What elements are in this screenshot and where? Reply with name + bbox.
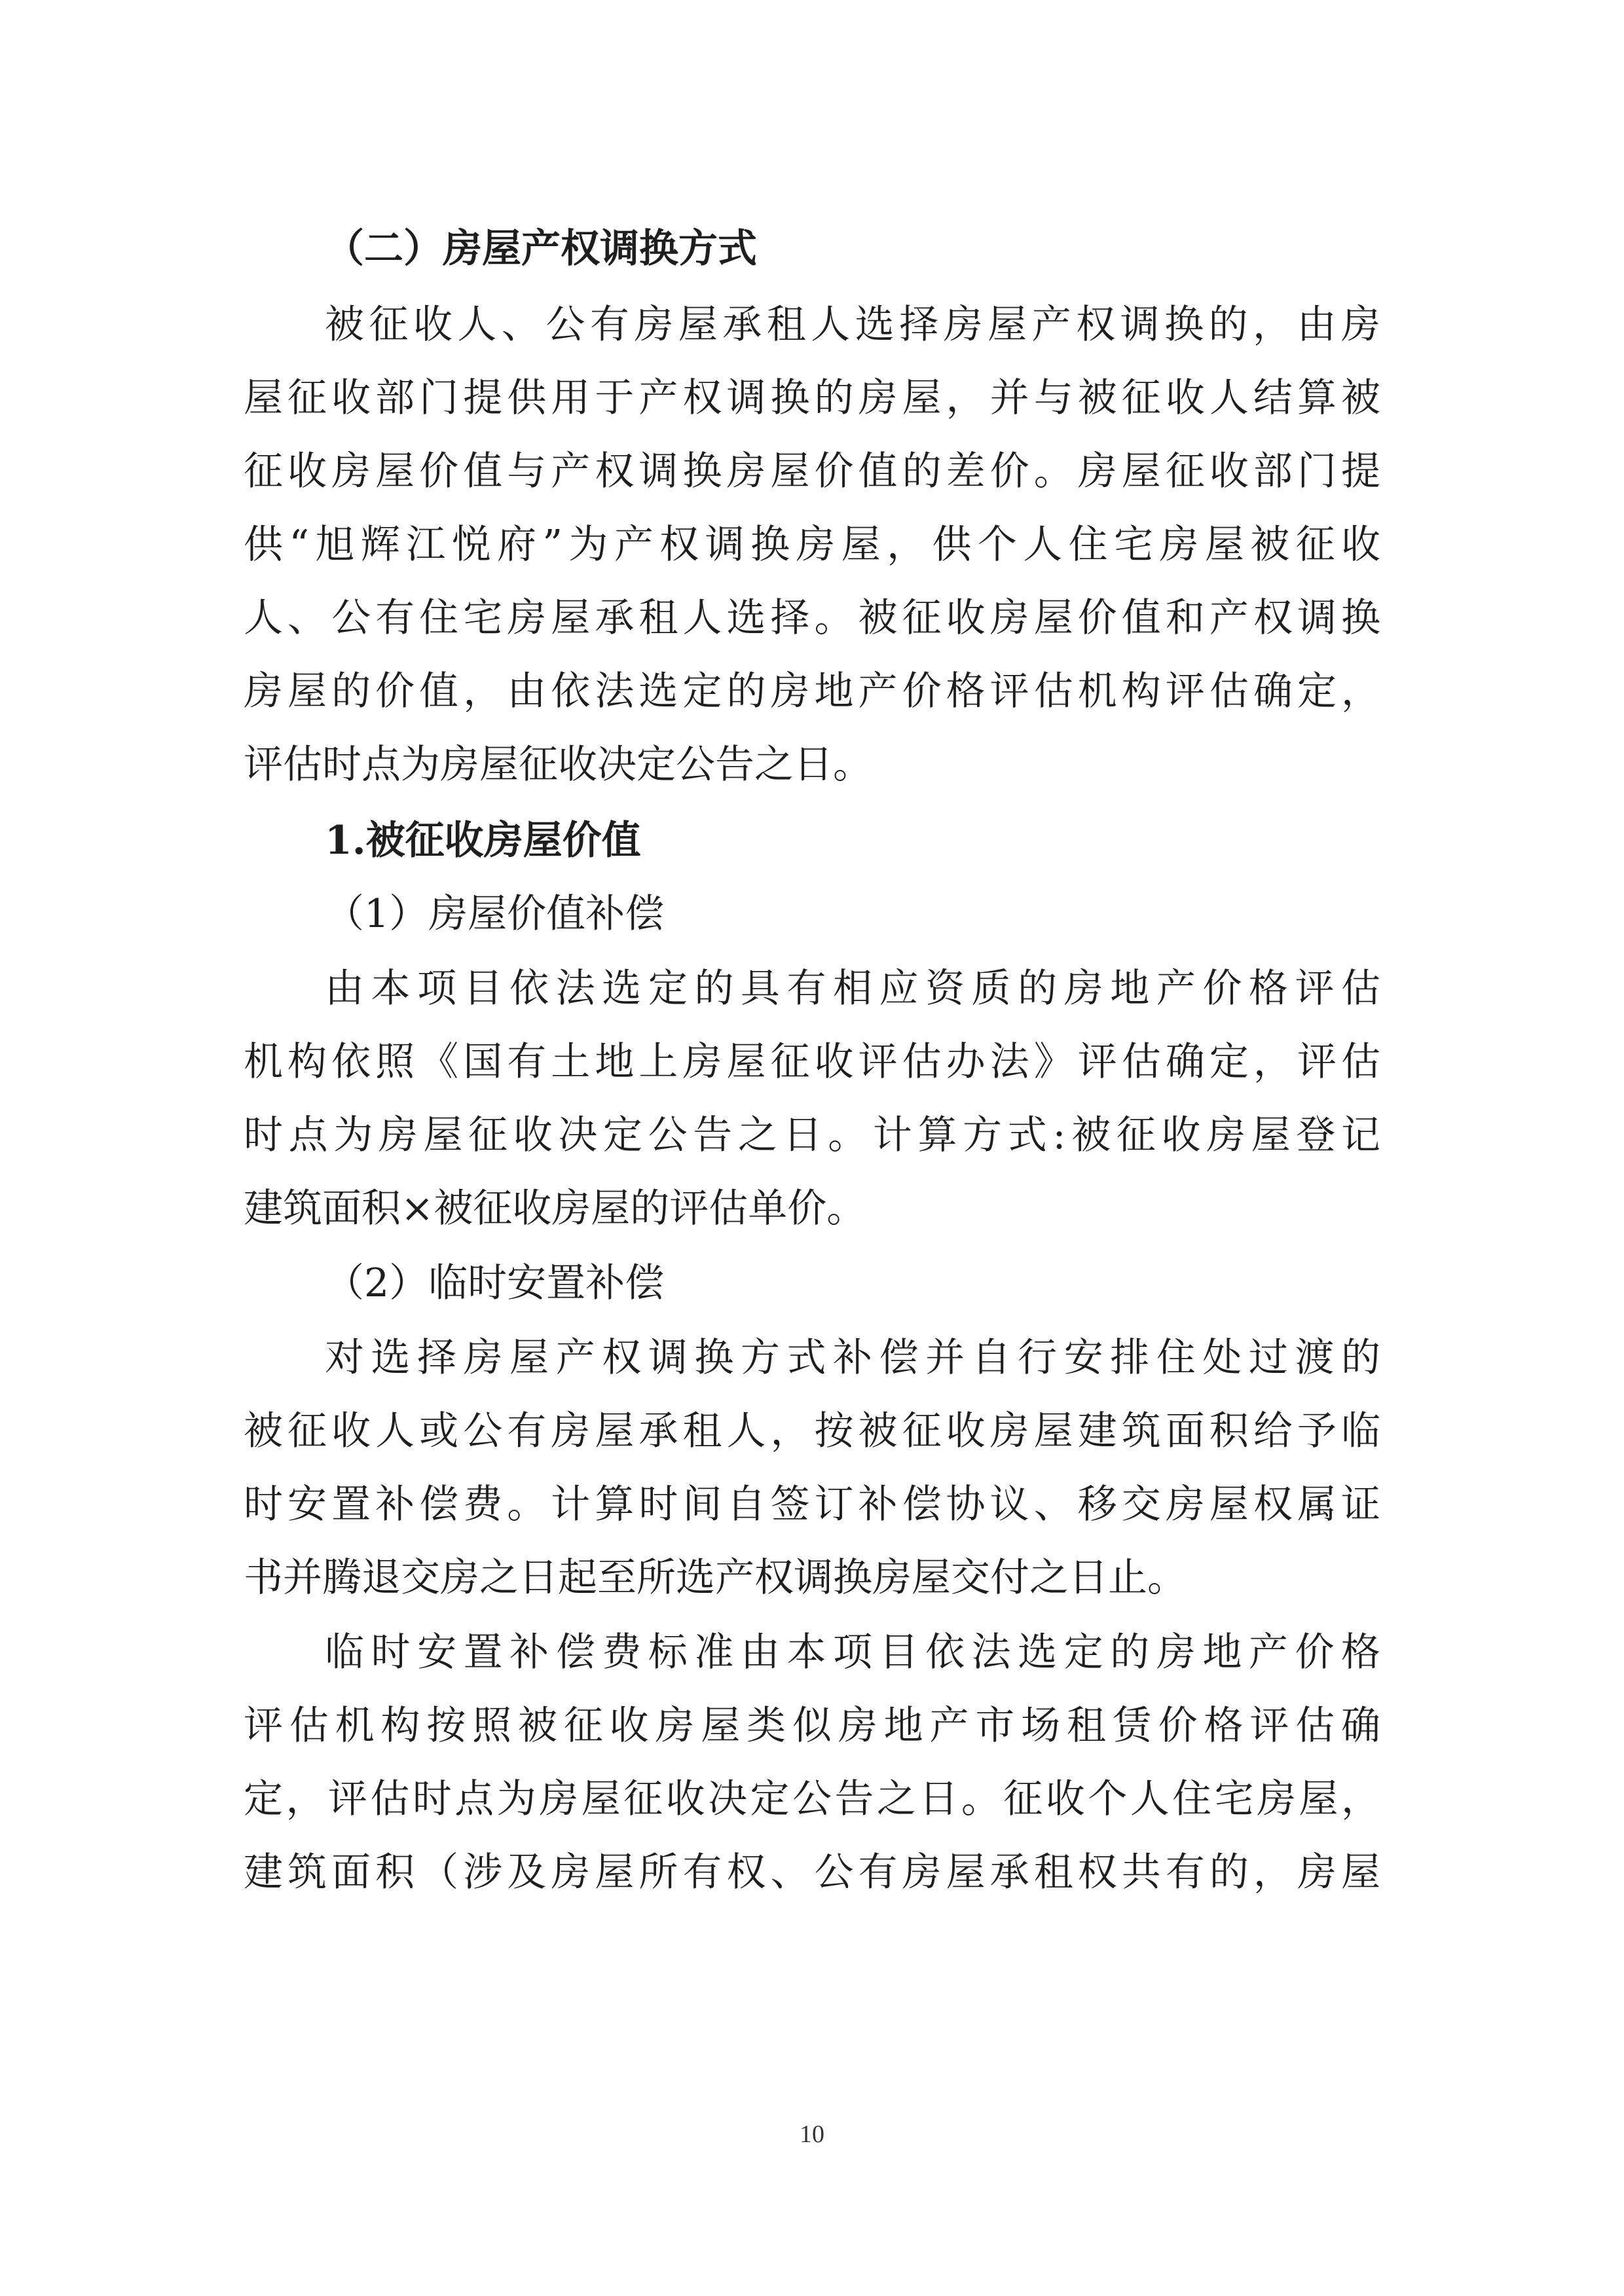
paragraph-line: 建筑面积×被征收房屋的评估单价。 xyxy=(244,1186,866,1231)
page-number: 10 xyxy=(800,2121,824,2148)
paragraph-line: 房屋的价值，由依法选定的房地产价格评估机构评估确定， xyxy=(244,668,1380,714)
paragraph-line: 供“旭辉江悦府”为产权调换房屋，供个人住宅房屋被征收 xyxy=(244,522,1380,568)
paragraph-line: 人、公有住宅房屋承租人选择。被征收房屋价值和产权调换 xyxy=(244,595,1380,641)
paragraph-line: 时点为房屋征收决定公告之日。计算方式:被征收房屋登记 xyxy=(244,1112,1380,1158)
paragraph-line: 建筑面积（涉及房屋所有权、公有房屋承租权共有的，房屋 xyxy=(244,1850,1380,1895)
paragraph-line: 被征收人、公有房屋承租人选择房屋产权调换的，由房 xyxy=(325,302,1380,348)
item-heading: （2）临时安置补偿 xyxy=(325,1260,665,1306)
paragraph-line: 定，评估时点为房屋征收决定公告之日。征收个人住宅房屋， xyxy=(244,1776,1380,1822)
subsection-heading: 1.被征收房屋价值 xyxy=(325,818,641,864)
paragraph-line: 评估机构按照被征收房屋类似房地产市场租赁价格评估确 xyxy=(244,1703,1380,1749)
paragraph-line: 对选择房屋产权调换方式补偿并自行安排住处过渡的 xyxy=(325,1335,1380,1381)
section-heading: （二）房屋产权调换方式 xyxy=(325,226,757,272)
paragraph-line: 评估时点为房屋征收决定公告之日。 xyxy=(244,742,872,788)
paragraph-line: 征收房屋价值与产权调换房屋价值的差价。房屋征收部门提 xyxy=(244,448,1380,494)
paragraph-line: 书并腾退交房之日起至所选产权调换房屋交付之日止。 xyxy=(244,1555,1187,1601)
item-heading: （1）房屋价值补偿 xyxy=(325,891,665,937)
paragraph-line: 屋征收部门提供用于产权调换的房屋，并与被征收人结算被 xyxy=(244,375,1380,421)
paragraph-line: 机构依照《国有土地上房屋征收评估办法》评估确定，评估 xyxy=(244,1039,1380,1085)
paragraph-line: 被征收人或公有房屋承租人，按被征收房屋建筑面积给予临 xyxy=(244,1408,1380,1454)
paragraph-line: 临时安置补偿费标准由本项目依法选定的房地产价格 xyxy=(325,1630,1380,1675)
paragraph-line: 时安置补偿费。计算时间自签订补偿协议、移交房屋权属证 xyxy=(244,1482,1380,1527)
paragraph-line: 由本项目依法选定的具有相应资质的房地产价格评估 xyxy=(325,966,1380,1011)
